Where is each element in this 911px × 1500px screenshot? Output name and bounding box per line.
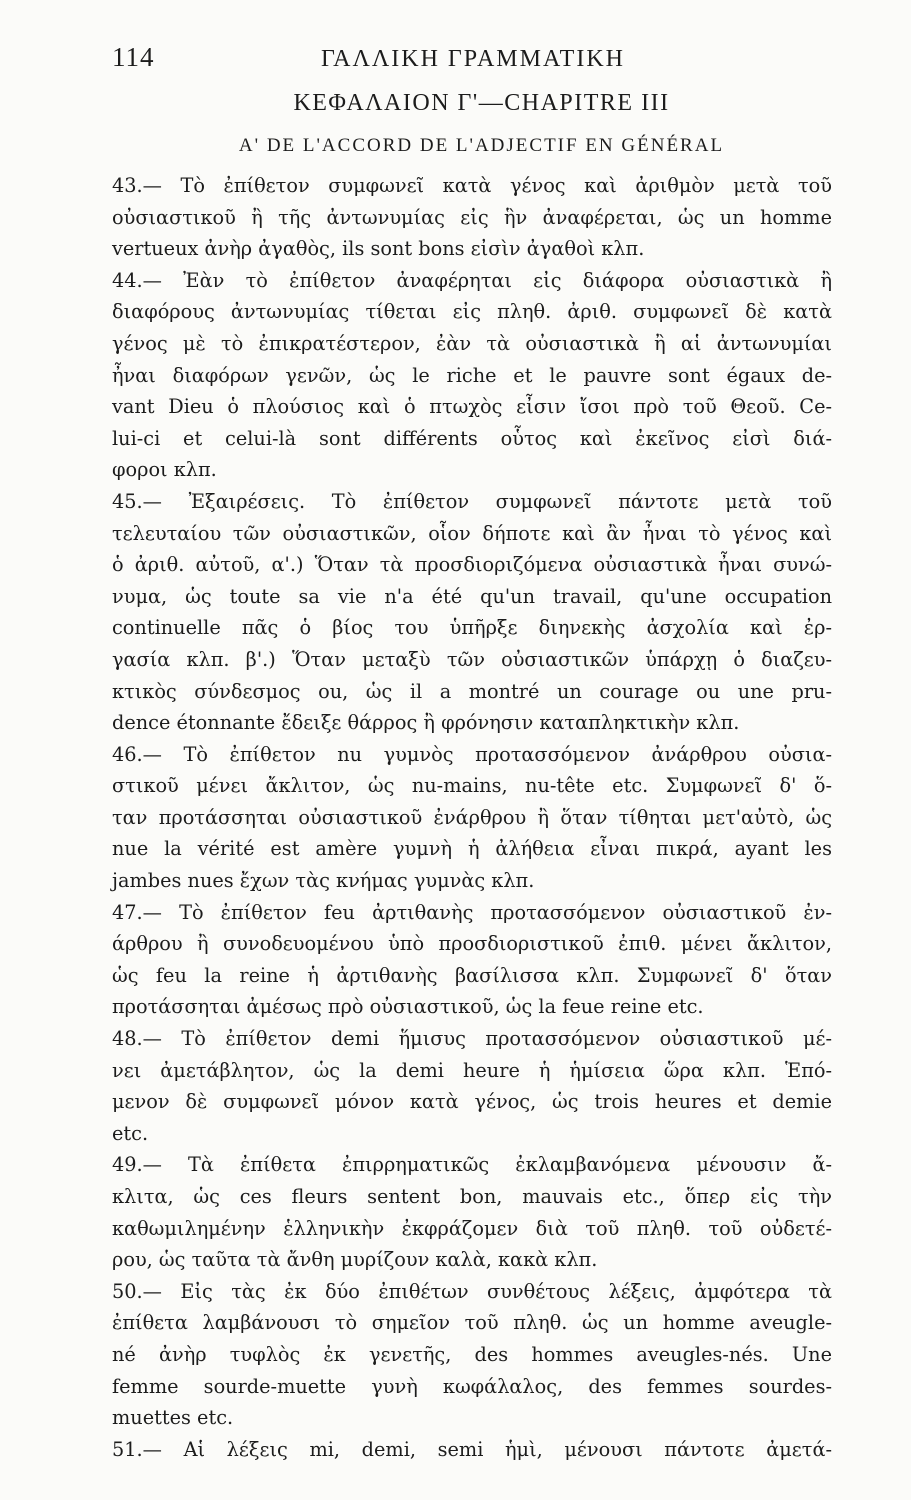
text-line: κτικὸς σύνδεσμος ou, ὡς il a montré un courage ou une pru- — [112, 679, 832, 703]
section-heading: Α' DE L'ACCORD DE L'ADJECTIF EN GÉNÉRAL — [238, 135, 725, 156]
page-number: 114 — [112, 42, 155, 72]
text-line: 45.— Ἐξαιρέσεις. Τὸ ἐπίθετον συμφωνεῖ πάντοτε μετὰ τοῦ — [112, 489, 832, 513]
text-line: ταν προτάσσηται οὐσιαστικοῦ ἐνάρθρου ἢ ὅταν τίθηται μετ'αὐτὸ, ὡς — [112, 805, 832, 829]
text-line: etc. — [112, 1121, 149, 1145]
text-line: γασία κλπ. β'.) Ὅταν μεταξὺ τῶν οὐσιαστικῶν ὑπάρχῃ ὁ διαζευ- — [112, 647, 832, 671]
text-line: ὡς feu la reine ἡ ἀρτιθανὴς βασίλισσα κλπ. Συμφωνεῖ δ' ὅταν — [112, 963, 832, 987]
text-line: continuelle πᾶς ὁ βίος του ὑπῆρξε διηνεκὴς ἀσχολία καὶ ἐρ- — [112, 616, 832, 640]
text-line: καθωμιλημένην ἑλληνικὴν ἐκφράζομεν διὰ τοῦ πληθ. τοῦ οὐδετέ- — [112, 1216, 832, 1240]
body-text — [112, 170, 832, 1465]
text-line: μενον δὲ συμφωνεῖ μόνον κατὰ γένος, ὡς trois heures et demie — [112, 1090, 832, 1114]
text-line: ὁ ἀριθ. αὐτοῦ, α'.) Ὅταν τὰ προσδιοριζόμενα οὐσιαστικὰ ἦναι συνώ- — [112, 553, 832, 577]
text-line: ρου, ὡς ταῦτα τὰ ἄνθη μυρίζουν καλὰ, κακὰ κλπ. — [112, 1248, 598, 1272]
text-line: 44.— Ἐὰν τὸ ἐπίθετον ἀναφέρηται εἰς διάφορα οὐσιαστικὰ ἢ — [112, 268, 832, 292]
text-line: muettes etc. — [112, 1406, 234, 1430]
text-line: né ἀνὴρ τυφλὸς ἐκ γενετῆς, des hommes aveugles-nés. Une — [112, 1342, 832, 1366]
text-line: jambes nues ἔχων τὰς κνήμας γυμνὰς κλπ. — [112, 869, 535, 893]
text-line: 48.— Τὸ ἐπίθετον demi ἥμισυς προτασσόμενον οὐσιαστικοῦ μέ- — [112, 1027, 832, 1051]
text-line: νυμα, ὡς toute sa vie n'a été qu'un travail, qu'une occupation — [112, 584, 832, 608]
text-line: άρθρου ἢ συνοδευομένου ὑπὸ προσδιοριστικοῦ ἐπιθ. μένει ἄκλιτον, — [112, 932, 832, 956]
text-line: διαφόρους ἀντωνυμίας τίθεται εἰς πληθ. ἀριθ. συμφωνεῖ δὲ κατὰ — [112, 300, 832, 324]
text-line: 49.— Τὰ ἐπίθετα ἐπιρρηματικῶς ἐκλαμβανόμενα μένουσιν ἄ- — [112, 1153, 832, 1177]
text-line: nue la vérité est amère γυμνὴ ἡ ἀλήθεια εἶναι πικρά, ayant les — [112, 837, 832, 861]
book-title: ΓΑΛΛΙΚΗ ΓΡΑΜΜΑΤΙΚΗ — [320, 46, 625, 72]
text-line: 43.— Τὸ ἐπίθετον συμφωνεῖ κατὰ γένος καὶ ἀριθμὸν μετὰ τοῦ — [112, 174, 832, 197]
text-line: femme sourde-muette γυνὴ κωφάλαλος, des femmes sourdes- — [112, 1374, 832, 1398]
text-line: τελευταίου τῶν οὐσιαστικῶν, οἷον δήποτε καὶ ἂν ἦναι τὸ γένος καὶ — [112, 521, 832, 545]
text-line: προτάσσηται ἀμέσως πρὸ οὐσιαστικοῦ, ὡς la feue reine etc. — [112, 995, 704, 1019]
text-line: ἦναι διαφόρων γενῶν, ὡς le riche et le pauvre sont égaux de- — [112, 363, 832, 387]
text-line: vant Dieu ὁ πλούσιος καὶ ὁ πτωχὸς εἶσιν ἴσοι πρὸ τοῦ Θεοῦ. Ce- — [112, 395, 832, 419]
text-line: lui-ci et celui-là sont différents οὗτος καὶ ἐκεῖνος εἰσὶ διά- — [112, 426, 832, 450]
text-line: 46.— Τὸ ἐπίθετον nu γυμνὸς προτασσόμενον ἀνάρθρου οὐσια- — [112, 742, 832, 766]
text-line: κλιτα, ὡς ces fleurs sentent bon, mauvais etc., ὅπερ εἰς τὴν — [112, 1185, 832, 1208]
running-head — [112, 42, 851, 73]
text-line: οὐσιαστικοῦ ἢ τῆς ἀντωνυμίας εἰς ἣν ἀναφέρεται, ὡς un homme — [112, 205, 832, 229]
text-line: νει ἀμετάβλητον, ὡς la demi heure ἡ ἡμίσεια ὥρα κλπ. Ἑπό- — [112, 1058, 832, 1082]
text-line: vertueux ἀνὴρ ἀγαθὸς, ils sont bons εἰσὶν ἀγαθοὶ κλπ. — [112, 237, 645, 261]
text-line: ἐπίθετα λαμβάνουσι τὸ σημεῖον τοῦ πληθ. ὡς un homme aveugle- — [112, 1311, 832, 1335]
text-line: στικοῦ μένει ἄκλιτον, ὡς nu-mains, nu-tête etc. Συμφωνεῖ δ' ὅ- — [112, 774, 832, 798]
text-line: dence étonnante ἔδειξε θάρρος ἢ φρόνησιν καταπληκτικὴν κλπ. — [112, 711, 740, 735]
chapter-heading: ΚΕΦΑΛΑΙΟΝ Γ'—CHAPITRE III — [293, 90, 670, 116]
text-line: 51.— Αἱ λέξεις mi, demi, semi ἡμὶ, μένουσι πάντοτε ἀμετά- — [112, 1437, 832, 1461]
text-line: 50.— Εἰς τὰς ἐκ δύο ἐπιθέτων συνθέτους λέξεις, ἀμφότερα τὰ — [112, 1279, 832, 1303]
text-line: 47.— Τὸ ἐπίθετον feu ἀρτιθανὴς προτασσόμενον οὐσιαστικοῦ ἐν- — [112, 900, 832, 924]
text-line: γένος μὲ τὸ ἐπικρατέστερον, ἐὰν τὰ οὐσιαστικὰ ἢ αἱ ἀντωνυμίαι — [112, 331, 832, 355]
text-line: φοροι κλπ. — [112, 458, 217, 482]
